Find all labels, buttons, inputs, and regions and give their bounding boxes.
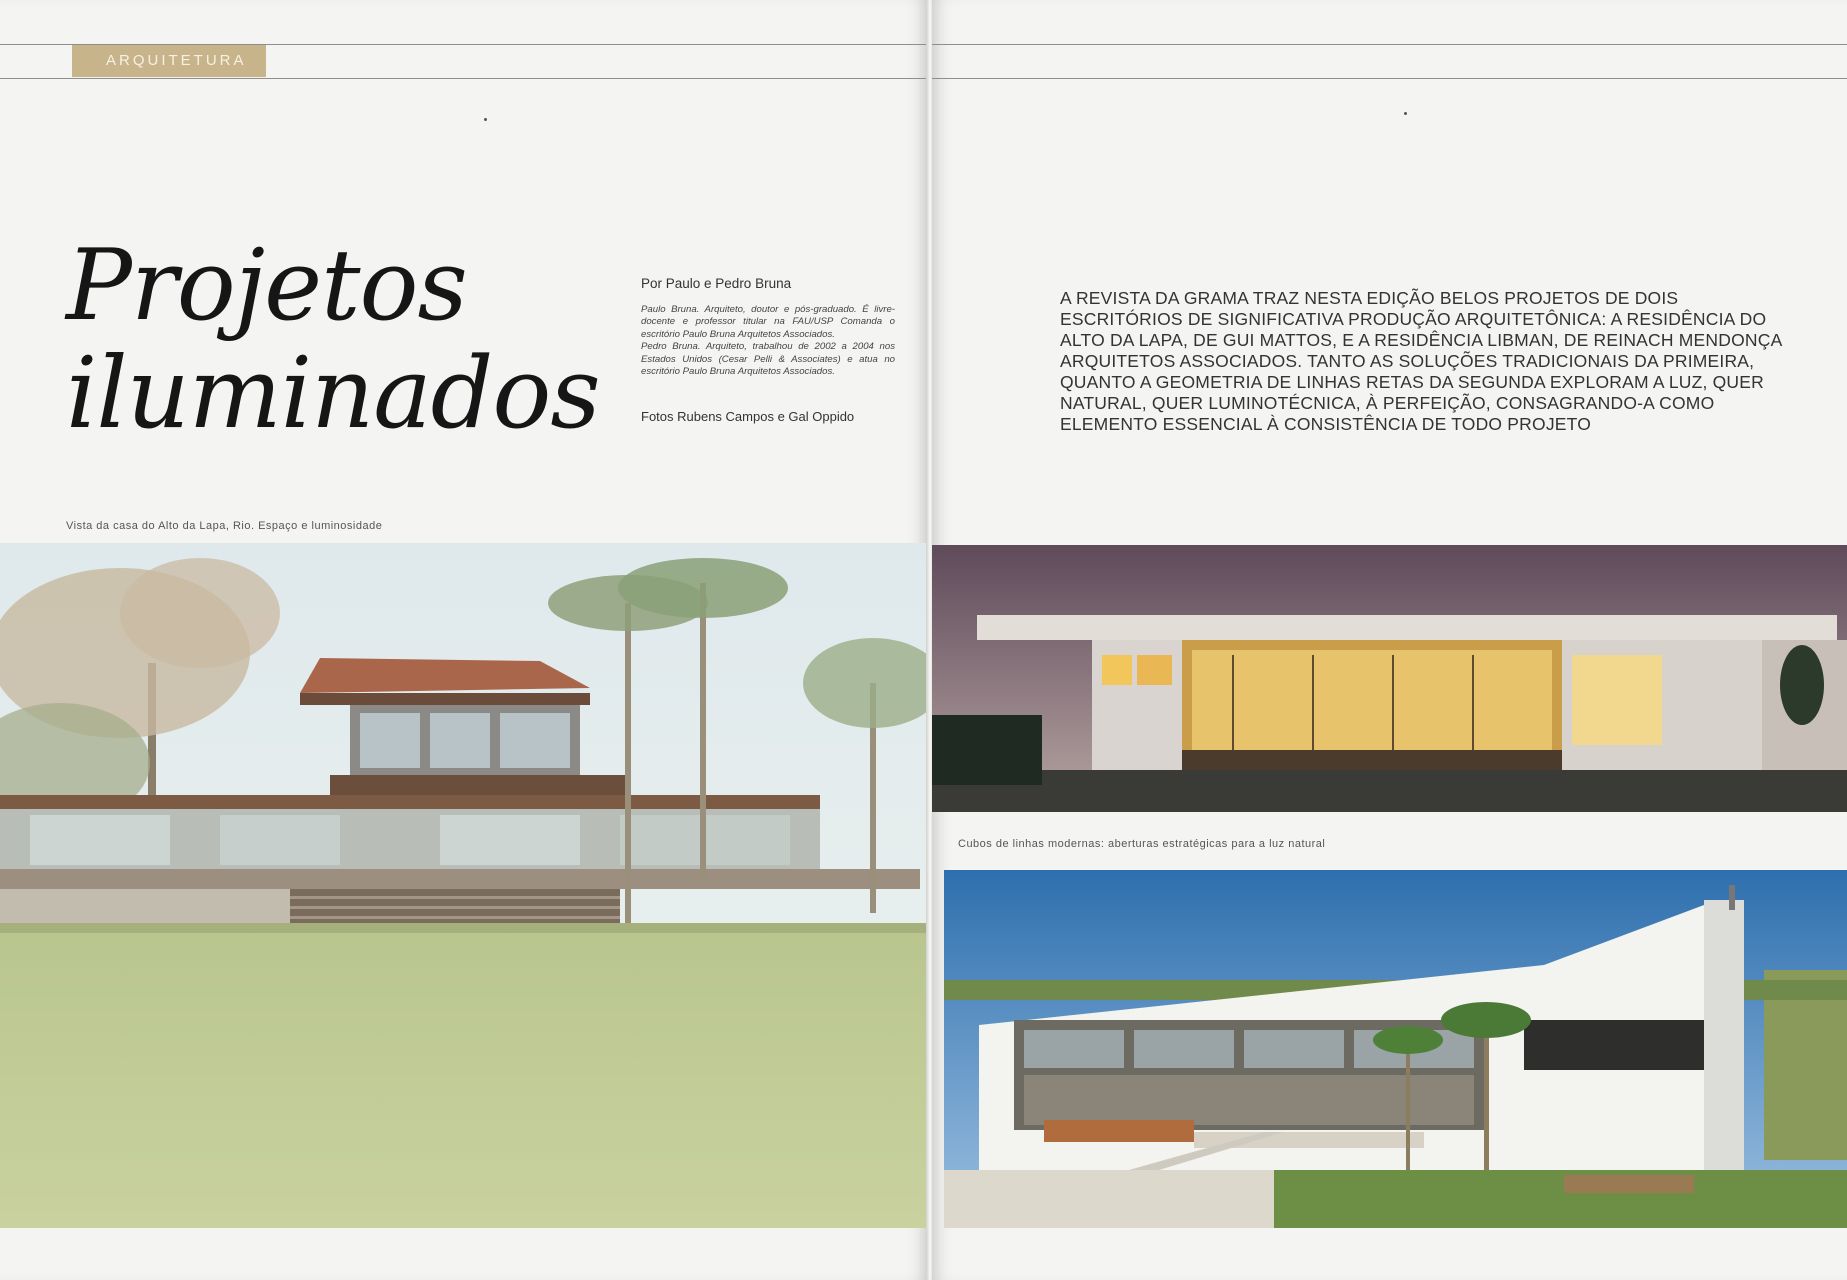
title-line-2: iluminados [66,337,600,451]
print-speck [1404,112,1407,115]
print-speck [484,118,487,121]
bio-paulo: Paulo Bruna. Arquiteto, doutor e pós-graduado. É livre-docente e professor titular na FAU/USP Comanda o escritório Paulo Bruna Arquitetos Associados. [641,304,895,340]
byline: Por Paulo e Pedro Bruna [641,276,792,291]
intro-paragraph: A REVISTA DA GRAMA TRAZ NESTA EDIÇÃO BELOS PROJETOS DE DOIS ESCRITÓRIOS DE SIGNIFICATIVA PRODUÇÃO ARQUITETÔNICA: A RESIDÊNCIA DO ALTO DA LAPA, DE GUI MATTOS, E A RESIDÊNCIA LIBMAN, DE REINACH MENDONÇA ARQUITETOS ASSOCIADOS. TANTO AS SOLUÇÕES TRADICIONAIS DA PRIMEIRA, QUANTO A GEOMETRIA DE LINHAS RETAS DA SEGUNDA EXPLORAM A LUZ, QUER NATURAL, QUER LUMINOTÉCNICA, À PERFEIÇÃO, CONSAGRANDO-A COMO ELEMENTO ESSENCIAL À CONSISTÊNCIA DE TODO PROJETO [1060,288,1782,434]
bio-pedro: Pedro Bruna. Arquiteto, trabalhou de 2002 a 2004 nos Estados Unidos (Cesar Pelli & Associates) e atua no escritório Paulo Bruna Arquitetos Associados. [641,341,895,378]
article-title [66,229,600,451]
top-rule-lower [932,78,1847,79]
alto-da-lapa-house-photo [0,543,928,1228]
author-bio [641,304,895,378]
section-tag: ARQUITETURA [72,45,266,77]
photo-credit: Fotos Rubens Campos e Gal Oppido [641,409,855,424]
libman-day-photo [944,870,1847,1228]
right-photos-caption: Cubos de linhas modernas: aberturas estratégicas para a luz natural [958,838,1326,850]
top-rule [932,44,1847,45]
top-rule-lower [0,78,928,79]
libman-night-photo [932,545,1847,812]
left-photo-caption: Vista da casa do Alto da Lapa, Rio. Espaço e luminosidade [66,520,383,532]
right-page [932,0,1847,1280]
title-line-1: Projetos [66,229,467,343]
